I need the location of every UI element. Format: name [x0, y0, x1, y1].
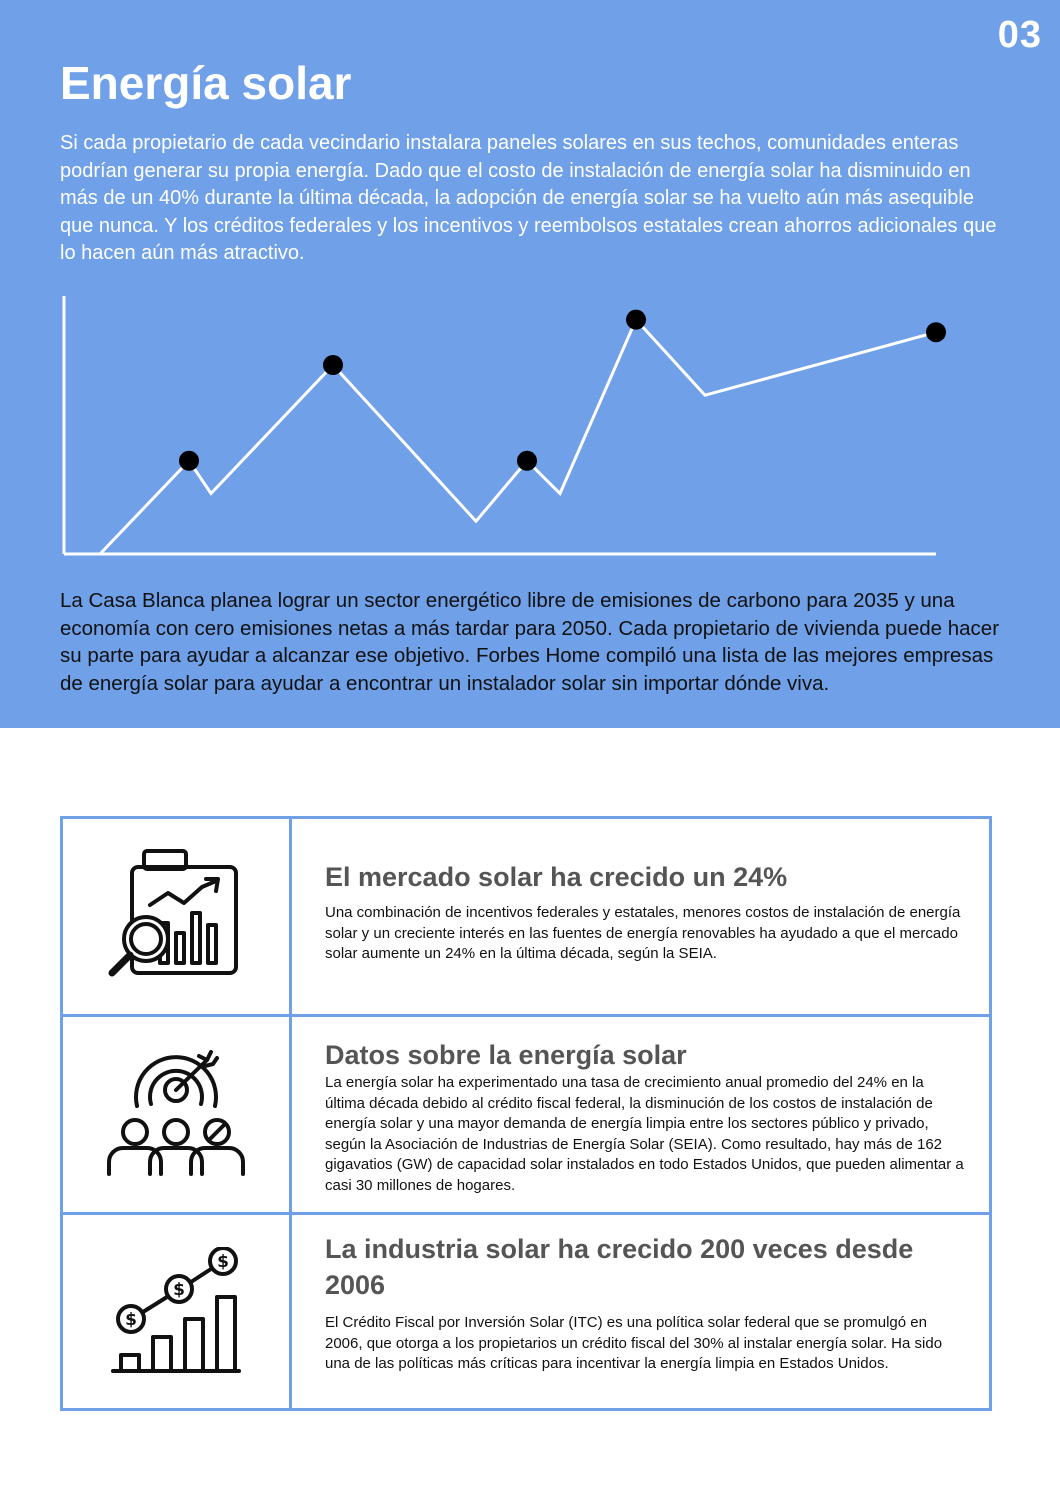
- page-title: Energía solar: [60, 57, 352, 109]
- feature-text: Una combinación de incentivos federales y estatales, menores costos de instalación de energía solar y un creciente interés en las fuentes de energía renovables ha ayudado a que el mercado solar aumente un 24% en la última década, según la SEIA.: [325, 904, 961, 962]
- series-markers: [179, 310, 946, 471]
- feature-heading: Datos sobre la energía solar: [325, 1040, 687, 1070]
- data-point: [323, 355, 343, 375]
- line-chart: [0, 288, 1000, 568]
- svg-text:$: $: [125, 1309, 137, 1330]
- feature-text: La energía solar ha experimentado una tasa de crecimiento anual promedio del 24% en la última década debido al crédito fiscal federal, la disminución de los costos de instalación de energía solar y una mayor demanda de energía limpia entre los sectores público y privado, según la Asociación de Industrias de Energía Solar (SEIA). Como resultado, hay más de 162 gigavatios (GW) de capacidad solar instalados en todo Estados Unidos, que pueden alimentar a casi 30 millones de hogares.: [325, 1074, 964, 1194]
- intro-paragraph: Si cada propietario de cada vecindario instalara paneles solares en sus techos, comunidades enteras podrían generar su propia energía. Dado que el costo de instalación de energía solar ha disminuido en más de un 40% durante la última década, la adopción de energía solar se ha vuelto aún más asequible que nunca. Y los créditos federales y los incentivos y reembolsos estatales crean ahorros adicionales que lo hacen aún más atractivo.: [60, 132, 997, 264]
- header-section: [0, 0, 1060, 728]
- data-point: [626, 310, 646, 330]
- data-point: [517, 451, 537, 471]
- analysis-clipboard-icon: [106, 847, 246, 987]
- target-audience-icon: [101, 1050, 251, 1180]
- feature-heading: El mercado solar ha crecido un 24%: [325, 862, 788, 892]
- feature-row: [63, 819, 989, 1017]
- features-table: [60, 816, 992, 1411]
- money-growth-icon: [111, 1247, 241, 1377]
- page-number: 03: [997, 14, 1042, 56]
- closing-paragraph: La Casa Blanca planea lograr un sector energético libre de emisiones de carbono para 2035 y una economía con cero emisiones netas a más tardar para 2050. Cada propietario de vivienda puede hacer su parte para ayudar a alcanzar ese objetivo. Forbes Home compiló una lista de las mejores empresas de energía solar para ayudar a encontrar un instalador solar sin importar dónde viva.: [60, 589, 1000, 695]
- series-line: [100, 320, 936, 554]
- svg-text:$: $: [217, 1251, 229, 1272]
- feature-row: [63, 1215, 989, 1408]
- data-point: [179, 451, 199, 471]
- data-point: [926, 322, 946, 342]
- feature-heading: La industria solar ha crecido 200 veces desde 2006: [325, 1234, 914, 1300]
- feature-row: [63, 1017, 989, 1215]
- svg-text:$: $: [173, 1279, 185, 1300]
- feature-text: El Crédito Fiscal por Inversión Solar (ITC) es una política solar federal que se promulgó en 2006, que otorga a los propietarios un crédito fiscal del 30% al instalar energía solar. Ha sido una de las políticas más críticas para incentivar la energía limpia en Estados Unidos.: [325, 1314, 943, 1372]
